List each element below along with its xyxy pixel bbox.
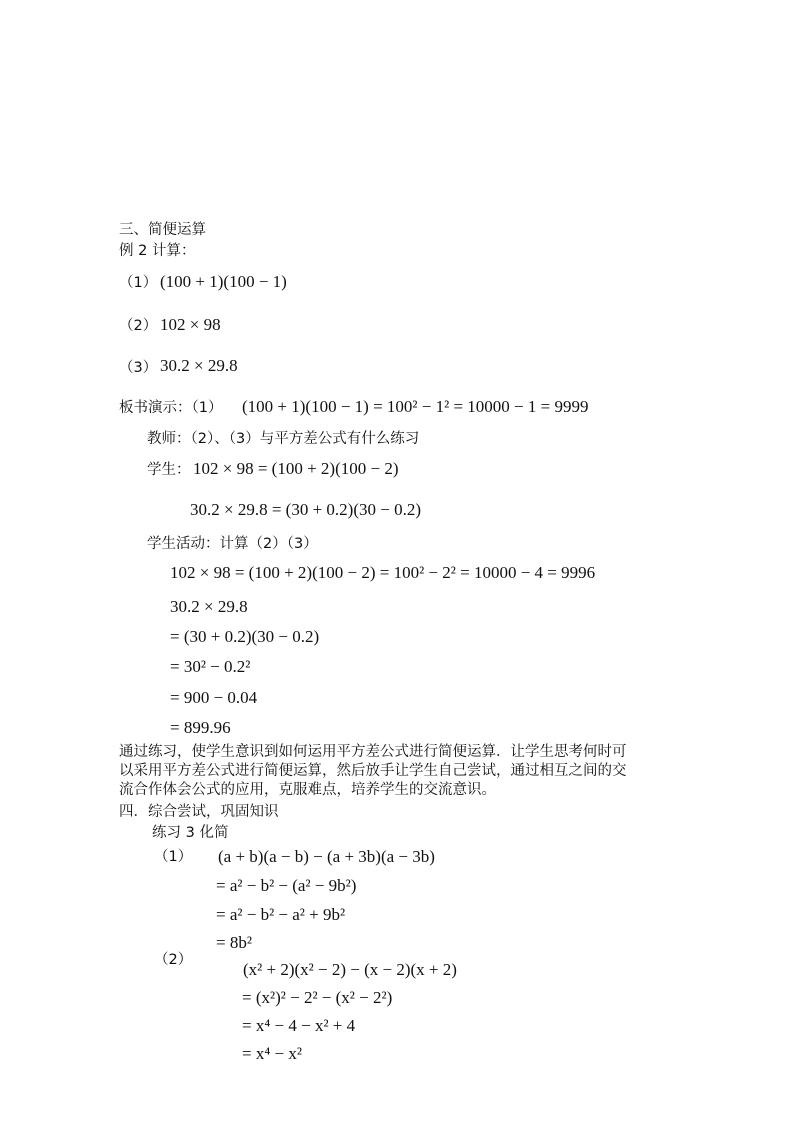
problem-number: （2） xyxy=(154,952,193,968)
problem-number: （1） xyxy=(154,849,193,865)
item-expression: 30.2 × 29.8 xyxy=(160,356,238,375)
example-label: 例 2 计算： xyxy=(119,243,196,259)
section-heading: 三、简便运算 xyxy=(119,222,206,238)
student-expression: 30.2 × 29.8 = (30 + 0.2)(30 − 0.2) xyxy=(190,500,421,519)
student-expression: 102 × 98 = (100 + 2)(100 − 2) xyxy=(193,459,399,478)
student-label: 学生： xyxy=(147,462,191,478)
item-number: （3） xyxy=(119,360,158,376)
exercise-label: 练习 3 化简 xyxy=(152,825,229,841)
problem-step: (x² + 2)(x² − 2) − (x − 2)(x + 2) xyxy=(243,960,457,979)
problem-step: (a + b)(a − b) − (a + 3b)(a − 3b) xyxy=(218,847,435,866)
problem-step: = (x²)² − 2² − (x² − 2²) xyxy=(242,988,393,1007)
calculation-step: = 30² − 0.2² xyxy=(170,657,251,676)
problem-step: = a² − b² − (a² − 9b²) xyxy=(216,876,357,895)
section-heading: 四．综合尝试，巩固知识 xyxy=(119,804,279,820)
problem-step: = x⁴ − 4 − x² + 4 xyxy=(242,1016,356,1035)
item-number: （1） xyxy=(119,275,158,291)
item-expression: 102 × 98 xyxy=(160,315,221,334)
activity-label: 学生活动：计算（2）（3） xyxy=(147,536,318,552)
problem-step: = a² − b² − a² + 9b² xyxy=(216,905,346,924)
summary-line: 流合作体会公式的应用，克服难点，培养学生的交流意识。 xyxy=(119,782,496,798)
board-label: 板书演示：（1） xyxy=(119,400,223,416)
summary-line: 通过练习，使学生意识到如何运用平方差公式进行简便运算．让学生思考何时可 xyxy=(119,744,627,760)
problem-step: = 8b² xyxy=(216,933,252,952)
calculation-step: 30.2 × 29.8 xyxy=(170,597,248,616)
item-expression: (100 + 1)(100 − 1) xyxy=(160,272,287,291)
summary-line: 以采用平方差公式进行简便运算，然后放手让学生自己尝试，通过相互之间的交 xyxy=(119,763,627,779)
board-expression: (100 + 1)(100 − 1) = 100² − 1² = 10000 − 1 = 9999 xyxy=(242,397,589,416)
calculation-line: 102 × 98 = (100 + 2)(100 − 2) = 100² − 2² = 10000 − 4 = 9996 xyxy=(170,563,596,582)
item-number: （2） xyxy=(119,318,158,334)
calculation-step: = (30 + 0.2)(30 − 0.2) xyxy=(170,627,320,646)
calculation-step: = 899.96 xyxy=(170,718,231,737)
calculation-step: = 900 − 0.04 xyxy=(170,688,258,707)
teacher-question: 教师：（2）、（3）与平方差公式有什么练习 xyxy=(147,431,420,447)
problem-step: = x⁴ − x² xyxy=(242,1044,302,1063)
